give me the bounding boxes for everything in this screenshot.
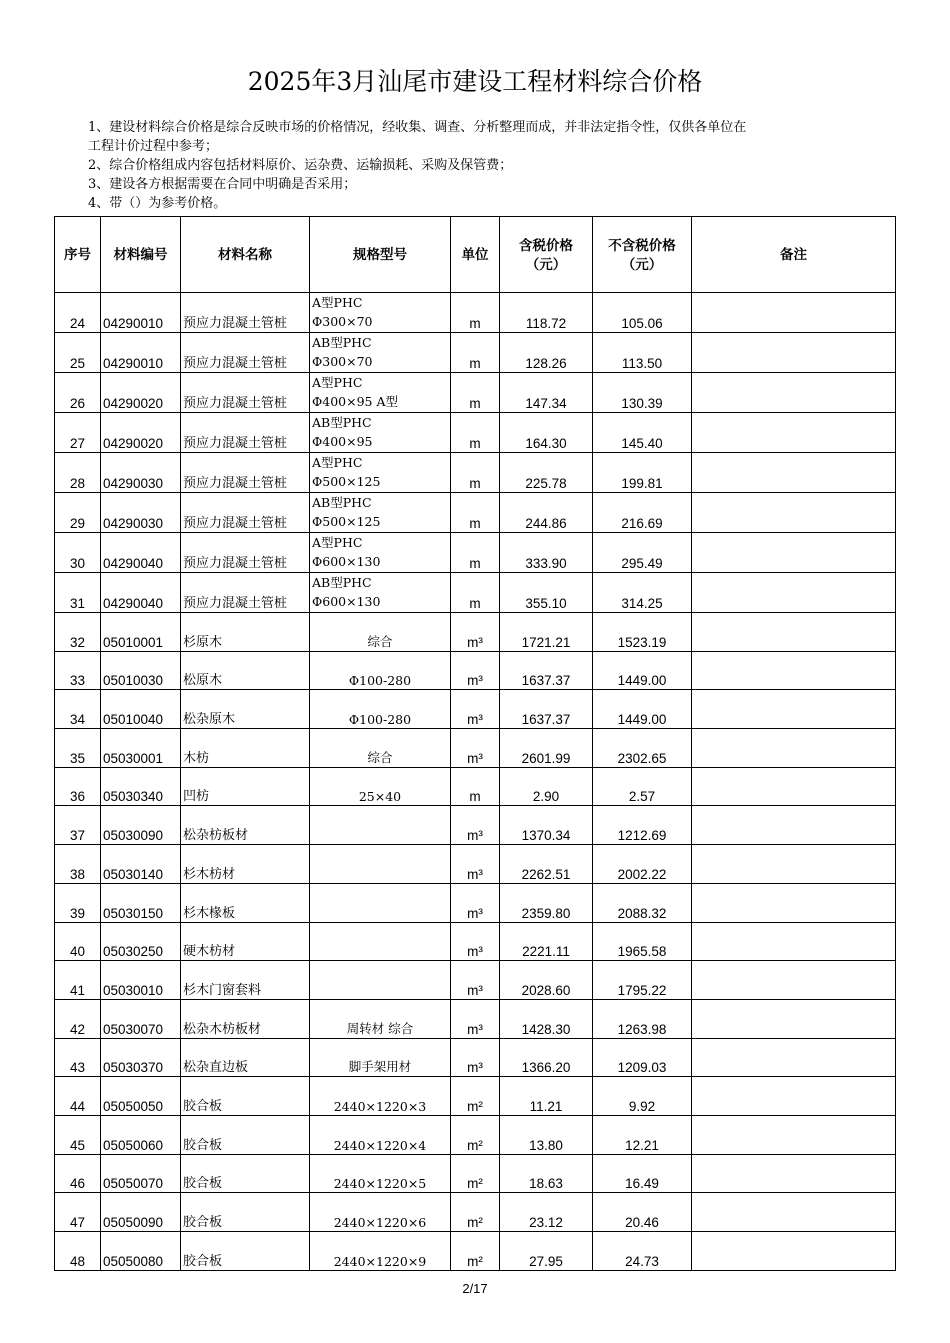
cell-spec-line2: Φ400×95 A型 bbox=[312, 394, 398, 409]
cell-spec: 周转材 综合 bbox=[310, 999, 451, 1038]
cell-code: 04290010 bbox=[101, 333, 181, 373]
cell-spec bbox=[310, 293, 451, 333]
table-row bbox=[55, 961, 896, 1000]
header-name: 材料名称 bbox=[181, 217, 310, 293]
cell-name: 松杂枋板材 bbox=[181, 806, 310, 845]
cell-name: 预应力混凝土管桩 bbox=[181, 413, 310, 453]
cell-remark bbox=[692, 333, 896, 373]
cell-seq: 27 bbox=[55, 413, 101, 453]
cell-name: 凹枋 bbox=[181, 767, 310, 806]
table-row bbox=[55, 1115, 896, 1154]
header-code: 材料编号 bbox=[101, 217, 181, 293]
cell-price-notax: 314.25 bbox=[593, 573, 692, 613]
cell-spec bbox=[310, 373, 451, 413]
cell-seq: 28 bbox=[55, 453, 101, 493]
table-body bbox=[55, 293, 896, 1271]
cell-code: 04290020 bbox=[101, 413, 181, 453]
cell-name: 预应力混凝土管桩 bbox=[181, 293, 310, 333]
cell-spec-line1: A型PHC bbox=[312, 535, 363, 550]
cell-price-notax: 130.39 bbox=[593, 373, 692, 413]
cell-price-notax: 2002.22 bbox=[593, 845, 692, 884]
note-line: 2、综合价格组成内容包括材料原价、运杂费、运输损耗、采购及保管费； bbox=[88, 158, 513, 173]
cell-seq: 32 bbox=[55, 613, 101, 652]
cell-unit: m bbox=[451, 767, 500, 806]
cell-spec: 综合 bbox=[310, 613, 451, 652]
cell-spec bbox=[310, 413, 451, 453]
table-row bbox=[55, 651, 896, 690]
cell-remark bbox=[692, 961, 896, 1000]
cell-remark bbox=[692, 922, 896, 961]
cell-code: 05030370 bbox=[101, 1038, 181, 1077]
cell-unit: m³ bbox=[451, 690, 500, 729]
table-row bbox=[55, 493, 896, 533]
cell-price-notax: 2.57 bbox=[593, 767, 692, 806]
cell-name: 硬木枋材 bbox=[181, 922, 310, 961]
cell-seq: 39 bbox=[55, 883, 101, 922]
cell-remark bbox=[692, 1154, 896, 1193]
cell-code: 05050090 bbox=[101, 1193, 181, 1232]
cell-price-notax: 2302.65 bbox=[593, 729, 692, 768]
cell-price-notax: 2088.32 bbox=[593, 883, 692, 922]
cell-name: 胶合板 bbox=[181, 1154, 310, 1193]
cell-name: 松杂原木 bbox=[181, 690, 310, 729]
cell-remark bbox=[692, 1115, 896, 1154]
cell-seq: 38 bbox=[55, 845, 101, 884]
cell-code: 04290020 bbox=[101, 373, 181, 413]
cell-remark bbox=[692, 999, 896, 1038]
cell-name: 松原木 bbox=[181, 651, 310, 690]
cell-unit: m³ bbox=[451, 883, 500, 922]
cell-unit: m³ bbox=[451, 1038, 500, 1077]
cell-remark bbox=[692, 613, 896, 652]
note-line: 3、建设各方根据需要在合同中明确是否采用； bbox=[88, 177, 357, 192]
cell-name: 预应力混凝土管桩 bbox=[181, 493, 310, 533]
page-number: 2/17 bbox=[462, 1281, 488, 1296]
cell-price-tax: 355.10 bbox=[500, 573, 593, 613]
table-row bbox=[55, 690, 896, 729]
cell-remark bbox=[692, 690, 896, 729]
cell-remark bbox=[692, 845, 896, 884]
table-row bbox=[55, 999, 896, 1038]
cell-spec: 2440×1220×3 bbox=[310, 1077, 451, 1116]
cell-seq: 34 bbox=[55, 690, 101, 729]
cell-spec: 2440×1220×4 bbox=[310, 1115, 451, 1154]
cell-remark bbox=[692, 806, 896, 845]
cell-price-notax: 1449.00 bbox=[593, 690, 692, 729]
table-row bbox=[55, 1154, 896, 1193]
cell-price-tax: 1366.20 bbox=[500, 1038, 593, 1077]
cell-name: 松杂直边板 bbox=[181, 1038, 310, 1077]
cell-remark bbox=[692, 573, 896, 613]
cell-price-notax: 16.49 bbox=[593, 1154, 692, 1193]
cell-spec bbox=[310, 806, 451, 845]
table-row bbox=[55, 729, 896, 768]
cell-name: 预应力混凝土管桩 bbox=[181, 533, 310, 573]
cell-code: 04290040 bbox=[101, 533, 181, 573]
cell-spec: 综合 bbox=[310, 729, 451, 768]
cell-price-tax: 1637.37 bbox=[500, 690, 593, 729]
cell-code: 05030250 bbox=[101, 922, 181, 961]
cell-code: 05030001 bbox=[101, 729, 181, 768]
cell-name: 木枋 bbox=[181, 729, 310, 768]
cell-spec-line2: Φ300×70 bbox=[312, 314, 373, 329]
cell-price-notax: 1263.98 bbox=[593, 999, 692, 1038]
cell-code: 05030140 bbox=[101, 845, 181, 884]
cell-code: 05030070 bbox=[101, 999, 181, 1038]
cell-spec bbox=[310, 845, 451, 884]
cell-price-notax: 199.81 bbox=[593, 453, 692, 493]
cell-unit: m³ bbox=[451, 922, 500, 961]
cell-seq: 36 bbox=[55, 767, 101, 806]
cell-seq: 29 bbox=[55, 493, 101, 533]
table-row bbox=[55, 453, 896, 493]
cell-code: 05030010 bbox=[101, 961, 181, 1000]
cell-spec-line2: Φ600×130 bbox=[312, 554, 381, 569]
cell-remark bbox=[692, 1077, 896, 1116]
note-line: 工程计价过程中参考； bbox=[88, 139, 219, 154]
cell-price-tax: 2.90 bbox=[500, 767, 593, 806]
table-row bbox=[55, 767, 896, 806]
cell-spec: 25×40 bbox=[310, 767, 451, 806]
header-price-notax bbox=[593, 217, 692, 293]
cell-name: 松杂木枋板材 bbox=[181, 999, 310, 1038]
header-seq: 序号 bbox=[55, 217, 101, 293]
header-spec: 规格型号 bbox=[310, 217, 451, 293]
cell-spec-line1: A型PHC bbox=[312, 295, 363, 310]
cell-price-tax: 1637.37 bbox=[500, 651, 593, 690]
cell-remark bbox=[692, 413, 896, 453]
cell-remark bbox=[692, 883, 896, 922]
cell-remark bbox=[692, 651, 896, 690]
cell-code: 04290040 bbox=[101, 573, 181, 613]
cell-seq: 37 bbox=[55, 806, 101, 845]
cell-spec bbox=[310, 333, 451, 373]
cell-price-notax: 1795.22 bbox=[593, 961, 692, 1000]
cell-unit: m³ bbox=[451, 806, 500, 845]
cell-name: 杉木门窗套料 bbox=[181, 961, 310, 1000]
cell-spec-line2: Φ400×95 bbox=[312, 434, 373, 449]
cell-spec-line1: A型PHC bbox=[312, 455, 363, 470]
cell-price-tax: 2221.11 bbox=[500, 922, 593, 961]
cell-spec-line1: AB型PHC bbox=[312, 495, 372, 510]
cell-price-notax: 20.46 bbox=[593, 1193, 692, 1232]
table-row bbox=[55, 845, 896, 884]
cell-price-tax: 1370.34 bbox=[500, 806, 593, 845]
cell-unit: m³ bbox=[451, 613, 500, 652]
table-row bbox=[55, 333, 896, 373]
cell-name: 杉木枋材 bbox=[181, 845, 310, 884]
header-price-notax-line1: 不含税价格 bbox=[608, 237, 676, 253]
cell-code: 05030150 bbox=[101, 883, 181, 922]
cell-unit: m² bbox=[451, 1115, 500, 1154]
cell-price-notax: 1523.19 bbox=[593, 613, 692, 652]
cell-code: 05010001 bbox=[101, 613, 181, 652]
cell-remark bbox=[692, 767, 896, 806]
cell-unit: m bbox=[451, 573, 500, 613]
cell-remark bbox=[692, 373, 896, 413]
cell-price-notax: 105.06 bbox=[593, 293, 692, 333]
cell-seq: 40 bbox=[55, 922, 101, 961]
cell-price-tax: 1721.21 bbox=[500, 613, 593, 652]
cell-seq: 43 bbox=[55, 1038, 101, 1077]
cell-price-tax: 164.30 bbox=[500, 413, 593, 453]
cell-price-notax: 12.21 bbox=[593, 1115, 692, 1154]
cell-price-notax: 24.73 bbox=[593, 1232, 692, 1271]
cell-code: 04290030 bbox=[101, 453, 181, 493]
cell-spec: Φ100-280 bbox=[310, 690, 451, 729]
header-remark: 备注 bbox=[692, 217, 896, 293]
cell-remark bbox=[692, 1193, 896, 1232]
cell-price-notax: 145.40 bbox=[593, 413, 692, 453]
cell-spec bbox=[310, 493, 451, 533]
cell-spec bbox=[310, 883, 451, 922]
cell-spec-line1: AB型PHC bbox=[312, 415, 372, 430]
cell-spec: 脚手架用材 bbox=[310, 1038, 451, 1077]
cell-spec bbox=[310, 961, 451, 1000]
cell-remark bbox=[692, 493, 896, 533]
cell-seq: 35 bbox=[55, 729, 101, 768]
cell-spec-line2: Φ300×70 bbox=[312, 354, 373, 369]
cell-name: 胶合板 bbox=[181, 1232, 310, 1271]
header-price-tax bbox=[500, 217, 593, 293]
cell-price-notax: 216.69 bbox=[593, 493, 692, 533]
cell-name: 胶合板 bbox=[181, 1077, 310, 1116]
cell-spec bbox=[310, 533, 451, 573]
cell-unit: m³ bbox=[451, 999, 500, 1038]
cell-price-notax: 9.92 bbox=[593, 1077, 692, 1116]
cell-name: 预应力混凝土管桩 bbox=[181, 453, 310, 493]
cell-code: 05030090 bbox=[101, 806, 181, 845]
page-title: 2025年3月汕尾市建设工程材料综合价格 bbox=[247, 67, 703, 96]
table-row bbox=[55, 1193, 896, 1232]
cell-seq: 24 bbox=[55, 293, 101, 333]
cell-seq: 26 bbox=[55, 373, 101, 413]
cell-name: 胶合板 bbox=[181, 1115, 310, 1154]
table-row bbox=[55, 373, 896, 413]
cell-spec-line2: Φ600×130 bbox=[312, 594, 381, 609]
cell-seq: 30 bbox=[55, 533, 101, 573]
table-row bbox=[55, 413, 896, 453]
cell-unit: m² bbox=[451, 1154, 500, 1193]
cell-seq: 25 bbox=[55, 333, 101, 373]
table-header-row bbox=[55, 217, 896, 293]
table-row bbox=[55, 293, 896, 333]
cell-remark bbox=[692, 453, 896, 493]
cell-spec bbox=[310, 453, 451, 493]
cell-code: 04290010 bbox=[101, 293, 181, 333]
note-line: 1、建设材料综合价格是综合反映市场的价格情况，经收集、调查、分析整理而成，并非法定指令性，仅供各单位在 bbox=[88, 120, 747, 135]
cell-price-tax: 23.12 bbox=[500, 1193, 593, 1232]
cell-unit: m bbox=[451, 293, 500, 333]
note-line: 4、带（）为参考价格。 bbox=[88, 196, 227, 211]
table-row bbox=[55, 613, 896, 652]
cell-remark bbox=[692, 729, 896, 768]
cell-spec: 2440×1220×5 bbox=[310, 1154, 451, 1193]
cell-code: 05010030 bbox=[101, 651, 181, 690]
table-row bbox=[55, 573, 896, 613]
cell-name: 杉木椽板 bbox=[181, 883, 310, 922]
cell-remark bbox=[692, 1038, 896, 1077]
cell-name: 预应力混凝土管桩 bbox=[181, 573, 310, 613]
notes bbox=[88, 118, 878, 213]
cell-remark bbox=[692, 1232, 896, 1271]
cell-seq: 33 bbox=[55, 651, 101, 690]
cell-unit: m bbox=[451, 413, 500, 453]
cell-spec bbox=[310, 922, 451, 961]
cell-spec-line1: A型PHC bbox=[312, 375, 363, 390]
cell-price-tax: 2601.99 bbox=[500, 729, 593, 768]
cell-price-tax: 2262.51 bbox=[500, 845, 593, 884]
header-price-notax-line2: （元） bbox=[621, 256, 663, 272]
cell-remark bbox=[692, 293, 896, 333]
cell-price-tax: 11.21 bbox=[500, 1077, 593, 1116]
cell-seq: 42 bbox=[55, 999, 101, 1038]
cell-spec: 2440×1220×6 bbox=[310, 1193, 451, 1232]
cell-unit: m² bbox=[451, 1232, 500, 1271]
cell-price-notax: 295.49 bbox=[593, 533, 692, 573]
cell-price-tax: 128.26 bbox=[500, 333, 593, 373]
table-row bbox=[55, 1077, 896, 1116]
cell-code: 05010040 bbox=[101, 690, 181, 729]
header-price-tax-line1: 含税价格 bbox=[519, 237, 573, 253]
cell-price-tax: 27.95 bbox=[500, 1232, 593, 1271]
table-row bbox=[55, 1038, 896, 1077]
cell-seq: 41 bbox=[55, 961, 101, 1000]
cell-code: 04290030 bbox=[101, 493, 181, 533]
cell-price-tax: 1428.30 bbox=[500, 999, 593, 1038]
cell-unit: m³ bbox=[451, 961, 500, 1000]
cell-code: 05050070 bbox=[101, 1154, 181, 1193]
cell-name: 预应力混凝土管桩 bbox=[181, 373, 310, 413]
cell-price-notax: 113.50 bbox=[593, 333, 692, 373]
cell-unit: m bbox=[451, 333, 500, 373]
cell-unit: m³ bbox=[451, 845, 500, 884]
cell-spec bbox=[310, 573, 451, 613]
cell-spec: Φ100-280 bbox=[310, 651, 451, 690]
cell-price-tax: 2028.60 bbox=[500, 961, 593, 1000]
cell-name: 杉原木 bbox=[181, 613, 310, 652]
cell-spec: 2440×1220×9 bbox=[310, 1232, 451, 1271]
cell-spec-line2: Φ500×125 bbox=[312, 514, 381, 529]
table-row bbox=[55, 1232, 896, 1271]
cell-price-tax: 118.72 bbox=[500, 293, 593, 333]
cell-price-notax: 1212.69 bbox=[593, 806, 692, 845]
cell-spec-line1: AB型PHC bbox=[312, 335, 372, 350]
cell-unit: m³ bbox=[451, 651, 500, 690]
cell-name: 预应力混凝土管桩 bbox=[181, 333, 310, 373]
table-row bbox=[55, 922, 896, 961]
cell-seq: 44 bbox=[55, 1077, 101, 1116]
cell-unit: m² bbox=[451, 1193, 500, 1232]
cell-seq: 31 bbox=[55, 573, 101, 613]
cell-code: 05050050 bbox=[101, 1077, 181, 1116]
cell-unit: m bbox=[451, 493, 500, 533]
cell-price-tax: 18.63 bbox=[500, 1154, 593, 1193]
table-row bbox=[55, 533, 896, 573]
cell-price-notax: 1449.00 bbox=[593, 651, 692, 690]
cell-price-tax: 225.78 bbox=[500, 453, 593, 493]
cell-name: 胶合板 bbox=[181, 1193, 310, 1232]
cell-price-tax: 13.80 bbox=[500, 1115, 593, 1154]
cell-seq: 48 bbox=[55, 1232, 101, 1271]
cell-price-notax: 1209.03 bbox=[593, 1038, 692, 1077]
cell-seq: 46 bbox=[55, 1154, 101, 1193]
cell-price-notax: 1965.58 bbox=[593, 922, 692, 961]
header-price-tax-line2: （元） bbox=[525, 256, 567, 272]
cell-code: 05030340 bbox=[101, 767, 181, 806]
price-table bbox=[54, 216, 896, 1271]
cell-spec-line2: Φ500×125 bbox=[312, 474, 381, 489]
cell-unit: m bbox=[451, 533, 500, 573]
cell-unit: m³ bbox=[451, 729, 500, 768]
cell-remark bbox=[692, 533, 896, 573]
cell-price-tax: 2359.80 bbox=[500, 883, 593, 922]
header-unit: 单位 bbox=[451, 217, 500, 293]
cell-price-tax: 147.34 bbox=[500, 373, 593, 413]
cell-unit: m bbox=[451, 453, 500, 493]
cell-seq: 45 bbox=[55, 1115, 101, 1154]
cell-price-tax: 244.86 bbox=[500, 493, 593, 533]
table-row bbox=[55, 883, 896, 922]
table-row bbox=[55, 806, 896, 845]
cell-price-tax: 333.90 bbox=[500, 533, 593, 573]
cell-spec-line1: AB型PHC bbox=[312, 575, 372, 590]
cell-unit: m bbox=[451, 373, 500, 413]
cell-seq: 47 bbox=[55, 1193, 101, 1232]
cell-code: 05050060 bbox=[101, 1115, 181, 1154]
cell-unit: m² bbox=[451, 1077, 500, 1116]
cell-code: 05050080 bbox=[101, 1232, 181, 1271]
